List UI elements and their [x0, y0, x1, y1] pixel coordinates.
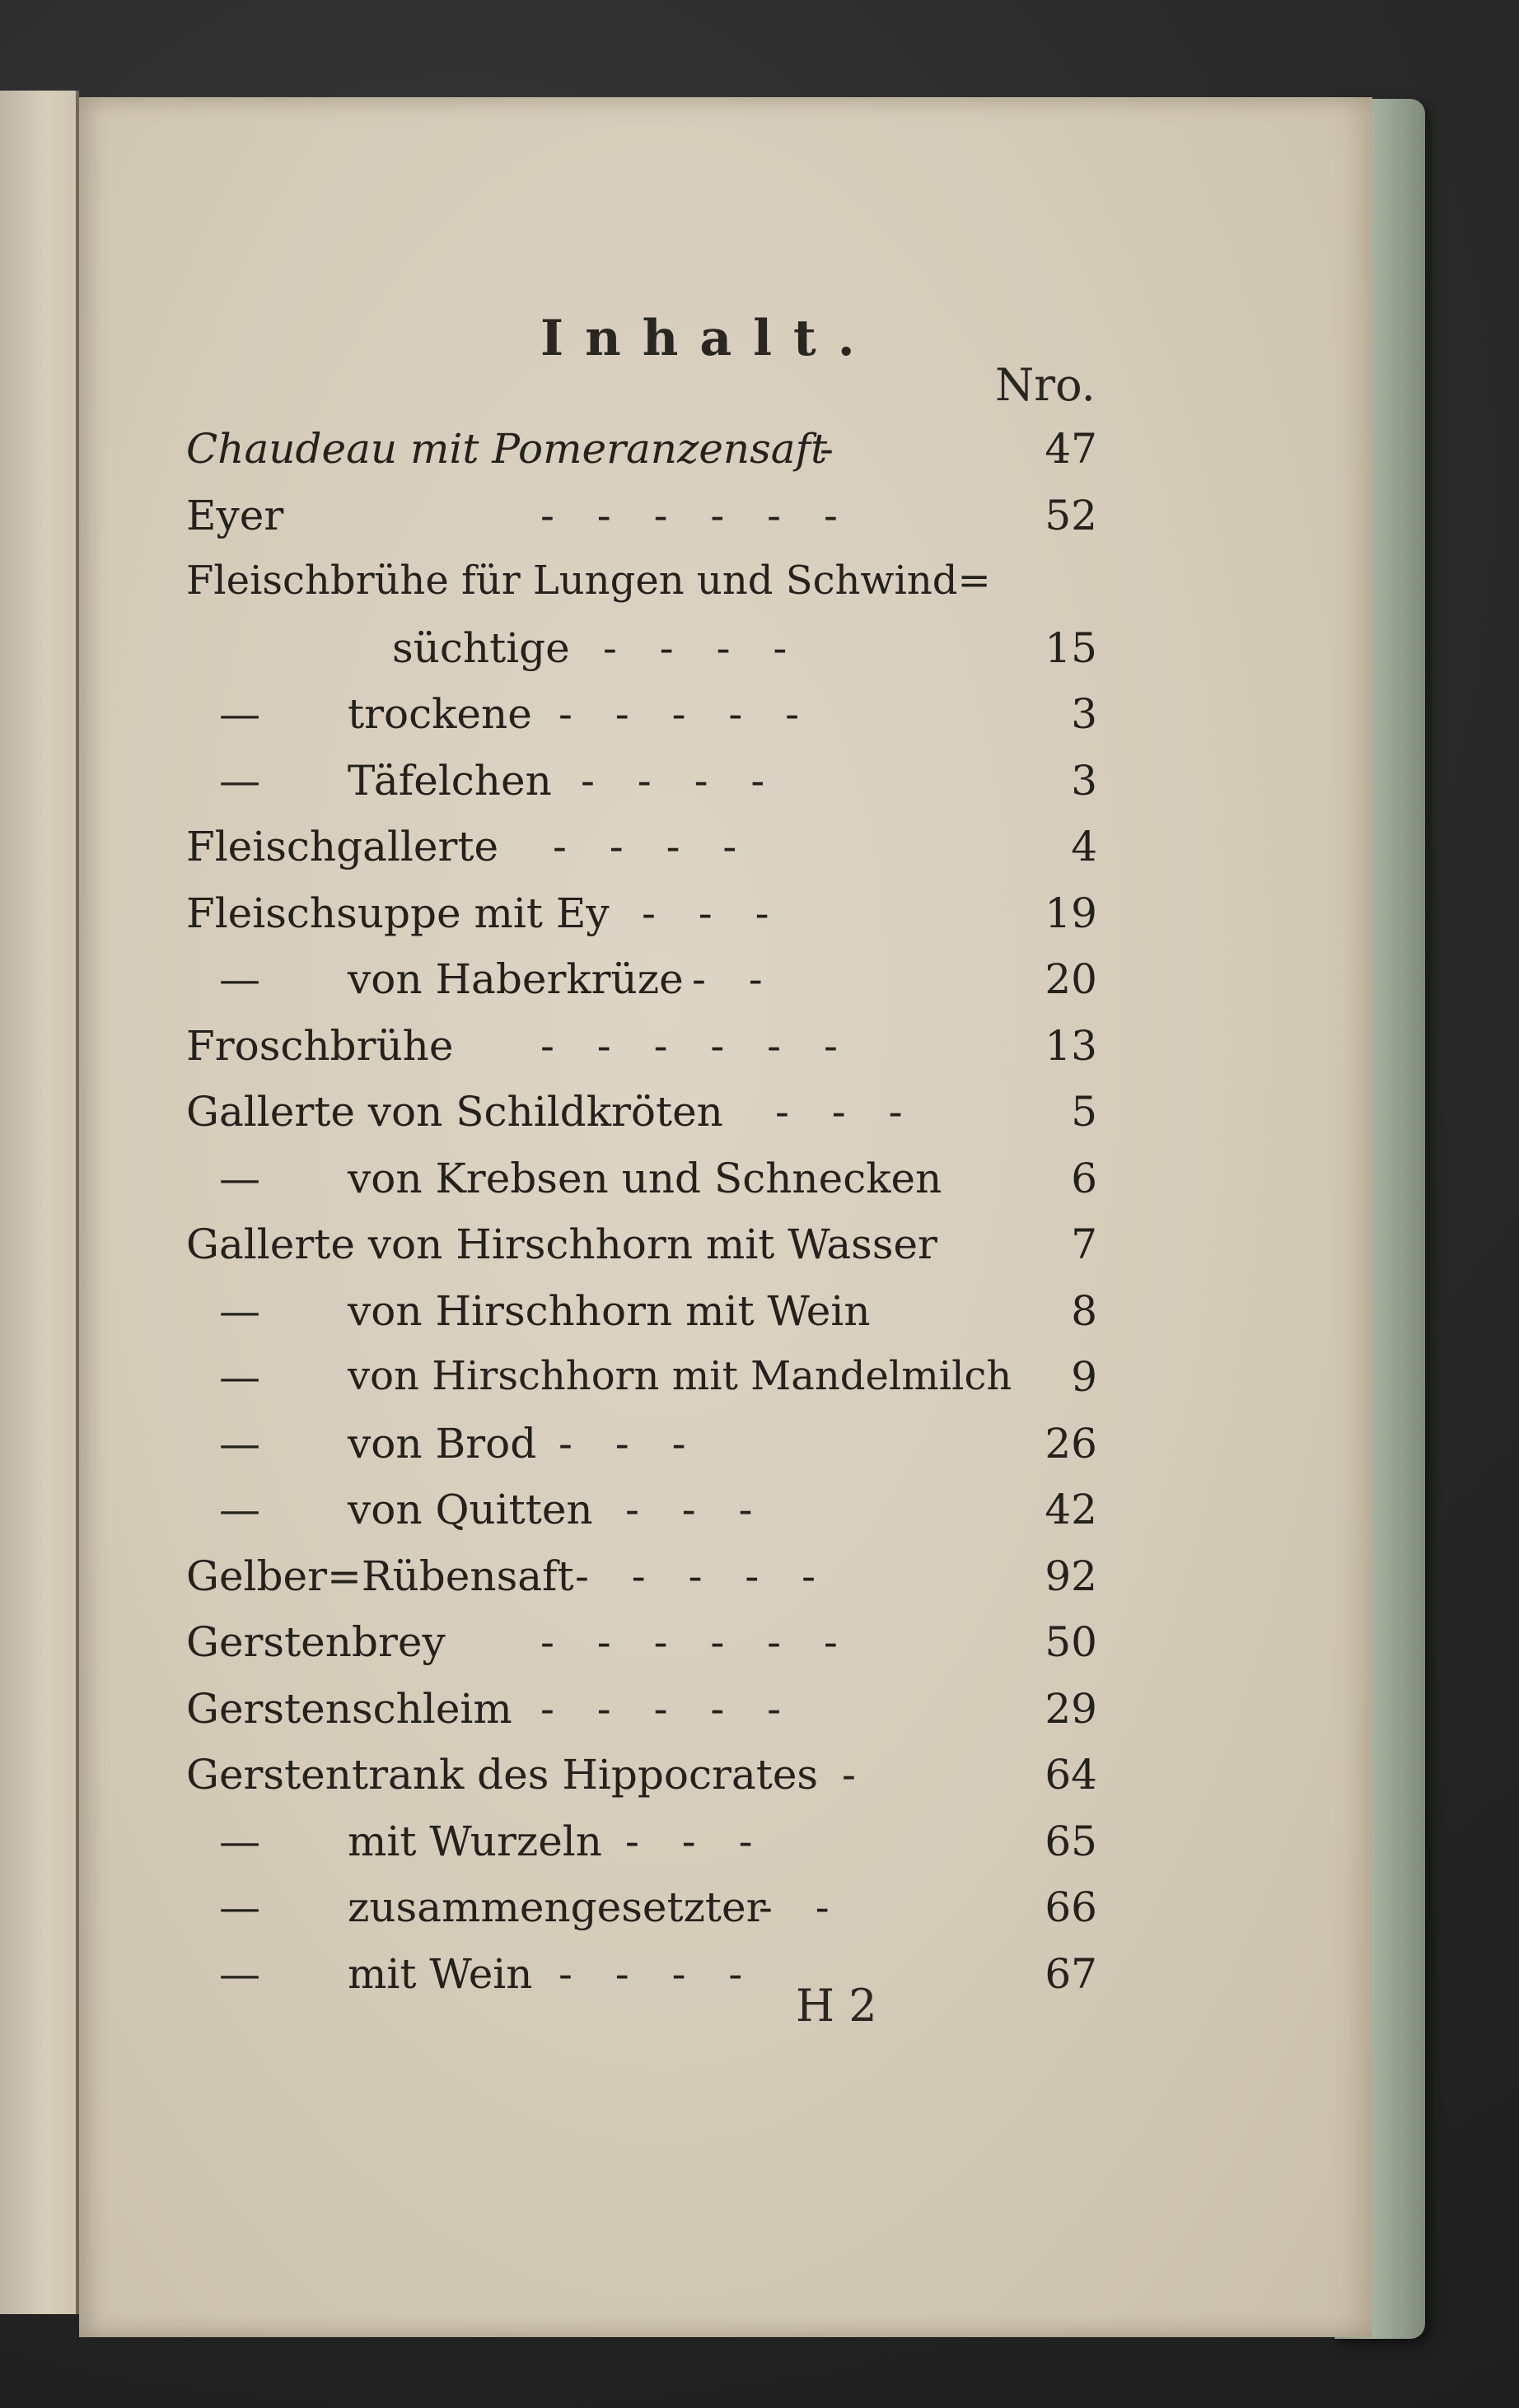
- entry-label: von Quitten: [348, 1486, 593, 1533]
- index-entry: [79, 690, 1372, 754]
- leader-dashes: - -: [692, 955, 778, 1003]
- index-entry: [79, 889, 1372, 954]
- entry-number: 26: [1045, 1420, 1097, 1468]
- index-entry: [79, 1883, 1372, 1948]
- index-entry: [79, 1685, 1372, 1749]
- index-entry: [79, 823, 1372, 887]
- ditto-dash: —: [219, 1950, 260, 1998]
- entry-label: mit Wein: [348, 1950, 533, 1998]
- leader-dashes: - - - - - -: [540, 1022, 853, 1070]
- entry-number: 3: [1071, 757, 1097, 805]
- entry-number: 64: [1045, 1751, 1097, 1799]
- leader-dashes: - - -: [775, 1088, 918, 1136]
- ditto-dash: —: [219, 1883, 260, 1931]
- ditto-dash: —: [219, 955, 260, 1003]
- entry-label: Gallerte von Hirschhorn mit Wasser: [186, 1220, 937, 1268]
- entry-number: 47: [1045, 425, 1097, 473]
- leader-dashes: - - - - - -: [540, 492, 853, 539]
- ditto-dash: —: [219, 757, 260, 805]
- index-entry: [79, 1818, 1372, 1882]
- entry-label: von Haberkrüze: [348, 955, 684, 1003]
- entry-number: 4: [1071, 823, 1097, 870]
- index-entry: [79, 1022, 1372, 1086]
- entry-number: 92: [1045, 1552, 1097, 1600]
- entry-label: zusammengesetzter: [348, 1883, 766, 1931]
- entry-number: 9: [1071, 1353, 1097, 1401]
- left-page-edge: [0, 91, 79, 2314]
- entry-number: 20: [1045, 955, 1097, 1003]
- entry-number: 7: [1071, 1220, 1097, 1268]
- entry-number: 52: [1045, 492, 1097, 539]
- entry-label: Täfelchen: [348, 757, 552, 805]
- entry-number: 67: [1045, 1950, 1097, 1998]
- ditto-dash: —: [219, 1353, 260, 1401]
- entry-label: von Hirschhorn mit Mandelmilch: [348, 1353, 1012, 1399]
- entry-number: 65: [1045, 1818, 1097, 1865]
- entry-number: 50: [1045, 1618, 1097, 1666]
- leader-dashes: - - -: [642, 889, 784, 937]
- entry-label: Gerstenbrey: [186, 1618, 446, 1666]
- entry-number: 29: [1045, 1685, 1097, 1733]
- entry-label: Gelber=Rübensaft: [186, 1552, 574, 1600]
- index-entry: [79, 757, 1372, 821]
- index-entry: [79, 1751, 1372, 1815]
- entry-number: 19: [1045, 889, 1097, 937]
- ditto-dash: —: [219, 1486, 260, 1533]
- leader-dashes: -: [842, 1751, 871, 1799]
- entry-number: 42: [1045, 1486, 1097, 1533]
- entry-label: Gallerte von Schildkröten: [186, 1088, 723, 1136]
- entry-label: mit Wurzeln: [348, 1818, 602, 1865]
- index-entry: [79, 1618, 1372, 1682]
- entry-number: 5: [1071, 1088, 1097, 1136]
- entry-label: von Hirschhorn mit Wein: [348, 1287, 871, 1335]
- entry-label: von Brod: [348, 1420, 537, 1468]
- leader-dashes: - - - - -: [559, 690, 815, 738]
- entry-number: 66: [1045, 1883, 1097, 1931]
- page-title: Inhalt.: [540, 310, 876, 367]
- index-entry: [79, 425, 1372, 489]
- ditto-dash: —: [219, 690, 260, 738]
- ditto-dash: —: [219, 1818, 260, 1865]
- index-entry: [79, 558, 1372, 622]
- entry-label: Gerstenschleim: [186, 1685, 512, 1733]
- entry-label: Fleischsuppe mit Ey: [186, 889, 610, 937]
- index-entry: [79, 955, 1372, 1020]
- leader-dashes: - - - -: [559, 1950, 758, 1998]
- leader-dashes: - - - - -: [540, 1685, 797, 1733]
- entry-label: Chaudeau mit Pomeranzensaft: [186, 425, 828, 473]
- leader-dashes: - - -: [559, 1420, 701, 1468]
- entry-label: trockene: [348, 690, 532, 738]
- index-entry: [79, 1486, 1372, 1550]
- number-column-header: Nro.: [995, 359, 1096, 411]
- entry-number: 8: [1071, 1287, 1097, 1335]
- entry-label: süchtige: [392, 624, 570, 672]
- entry-label: Fleischbrühe für Lungen und Schwind=: [186, 558, 991, 604]
- entry-label: Gerstentrank des Hippocrates: [186, 1751, 819, 1799]
- leader-dashes: - - - - -: [575, 1552, 831, 1600]
- index-entry: [79, 1220, 1372, 1285]
- leader-dashes: - - - - - -: [540, 1618, 853, 1666]
- entry-label: von Krebsen und Schnecken: [348, 1155, 942, 1202]
- leader-dashes: - - -: [625, 1818, 768, 1865]
- entry-number: 6: [1071, 1155, 1097, 1202]
- leader-dashes: - -: [759, 1883, 844, 1931]
- index-entry: [79, 1088, 1372, 1152]
- ditto-dash: —: [219, 1155, 260, 1202]
- index-entry: [79, 492, 1372, 556]
- index-entry: [79, 1353, 1372, 1417]
- book-page: [79, 97, 1372, 2337]
- index-entry: [79, 1552, 1372, 1617]
- entry-label: Fleischgallerte: [186, 823, 499, 870]
- entry-number: 15: [1045, 624, 1097, 672]
- entry-number: 3: [1071, 690, 1097, 738]
- leader-dashes: - - - -: [603, 624, 802, 672]
- leader-dashes: -: [820, 425, 848, 473]
- entry-number: 13: [1045, 1022, 1097, 1070]
- page-signature: H 2: [796, 1980, 877, 2032]
- entry-label: Eyer: [186, 492, 284, 539]
- ditto-dash: —: [219, 1420, 260, 1468]
- leader-dashes: - - - -: [553, 823, 752, 870]
- index-entry: [79, 1287, 1372, 1351]
- index-entry: [79, 624, 1372, 688]
- index-entry: [79, 1155, 1372, 1219]
- leader-dashes: - - - -: [581, 757, 780, 805]
- index-entry: [79, 1950, 1372, 2014]
- leader-dashes: - - -: [625, 1486, 768, 1533]
- ditto-dash: —: [219, 1287, 260, 1335]
- entry-label: Froschbrühe: [186, 1022, 454, 1070]
- index-entry: [79, 1420, 1372, 1484]
